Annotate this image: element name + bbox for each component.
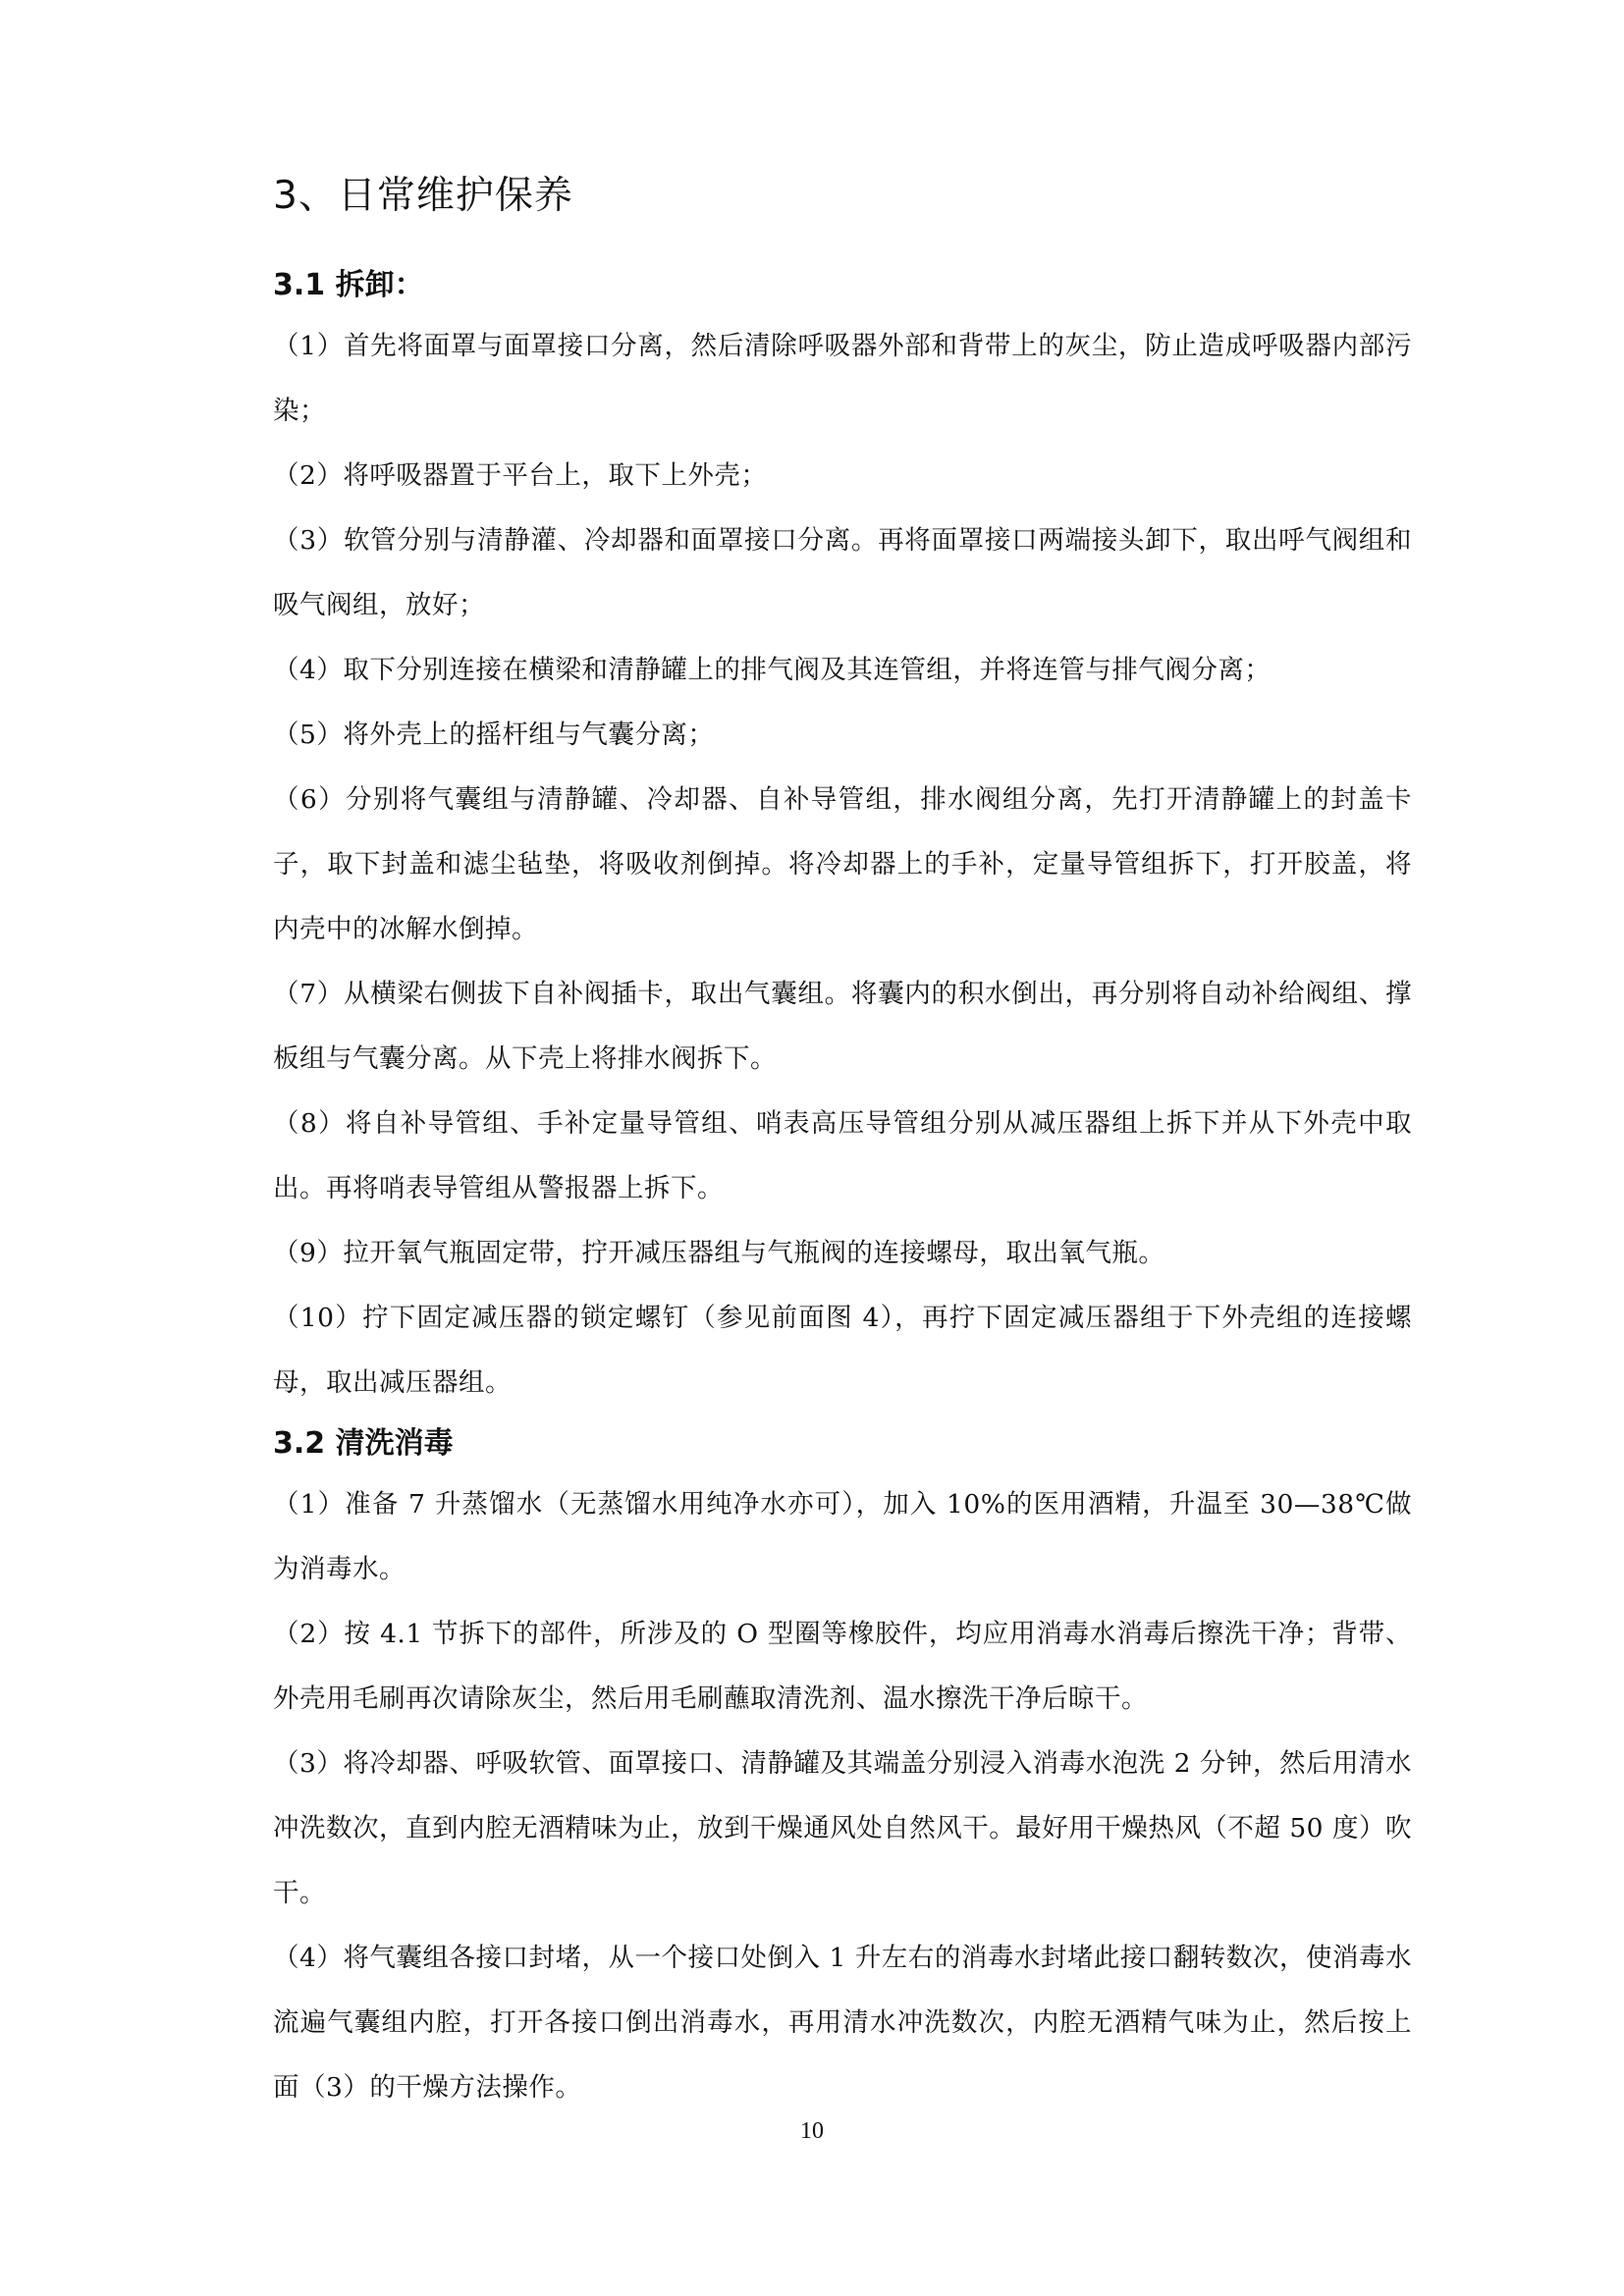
paragraph: （2）按 4.1 节拆下的部件，所涉及的 O 型圈等橡胶件，均应用消毒水消毒后擦洗干净；背带、外壳用毛刷再次请除灰尘，然后用毛刷蘸取清洗剂、温水擦洗干净后晾干。 xyxy=(273,1619,1412,1714)
paragraph: （1）首先将面罩与面罩接口分离，然后清除呼吸器外部和背带上的灰尘，防止造成呼吸器内部污染； xyxy=(273,331,1412,426)
paragraph: （3）软管分别与清静灌、冷却器和面罩接口分离。再将面罩接口两端接头卸下，取出呼气阀组和吸气阀组，放好； xyxy=(273,525,1412,620)
paragraph: （4）取下分别连接在横梁和清静罐上的排气阀及其连管组，并将连管与排气阀分离； xyxy=(273,655,1272,685)
paragraph: （4）将气囊组各接口封堵，从一个接口处倒入 1 升左右的消毒水封堵此接口翻转数次，使消毒水流遍气囊组内腔，打开各接口倒出消毒水，再用清水冲洗数次，内腔无酒精气味为止，然后按上面（3）的干燥方法操作。 xyxy=(273,1943,1412,2103)
paragraph: （5）将外壳上的摇杆组与气囊分离； xyxy=(273,720,715,750)
section-title-disassembly: 3.1 拆卸： xyxy=(273,268,424,302)
page-number: 10 xyxy=(800,2118,824,2144)
paragraph: （2）将呼吸器置于平台上，取下上外壳； xyxy=(273,460,768,491)
paragraph: （10）拧下固定减压器的锁定螺钉（参见前面图 4），再拧下固定减压器组于下外壳组的连接螺母，取出减压器组。 xyxy=(273,1303,1412,1398)
chapter-heading: 3、日常维护保养 xyxy=(273,174,573,218)
paragraph: （8）将自补导管组、手补定量导管组、哨表高压导管组分别从减压器组上拆下并从下外壳中取出。再将哨表导管组从警报器上拆下。 xyxy=(273,1108,1412,1203)
document-page xyxy=(273,167,1412,2120)
paragraph: （6）分别将气囊组与清静罐、冷却器、自补导管组，排水阀组分离，先打开清静罐上的封盖卡子，取下封盖和滤尘毡垫，将吸收剂倒掉。将冷却器上的手补，定量导管组拆下，打开胶盖，将内壳中的冰解水倒掉。 xyxy=(273,784,1412,944)
paragraph: （7）从横梁右侧拔下自补阀插卡，取出气囊组。将囊内的积水倒出，再分别将自动补给阀组、撑板组与气囊分离。从下壳上将排水阀拆下。 xyxy=(273,979,1412,1074)
paragraph: （3）将冷却器、呼吸软管、面罩接口、清静罐及其端盖分别浸入消毒水泡洗 2 分钟，然后用清水冲洗数次，直到内腔无酒精味为止，放到干燥通风处自然风干。最好用干燥热风（不超 50 度）吹干。 xyxy=(273,1748,1412,1908)
paragraph: （9）拉开氧气瓶固定带，拧开减压器组与气瓶阀的连接螺母，取出氧气瓶。 xyxy=(273,1238,1165,1268)
paragraph: （1）准备 7 升蒸馏水（无蒸馏水用纯净水亦可），加入 10%的医用酒精，升温至 30—38℃做为消毒水。 xyxy=(273,1489,1412,1584)
section-title-cleaning: 3.2 清洗消毒 xyxy=(273,1426,454,1461)
